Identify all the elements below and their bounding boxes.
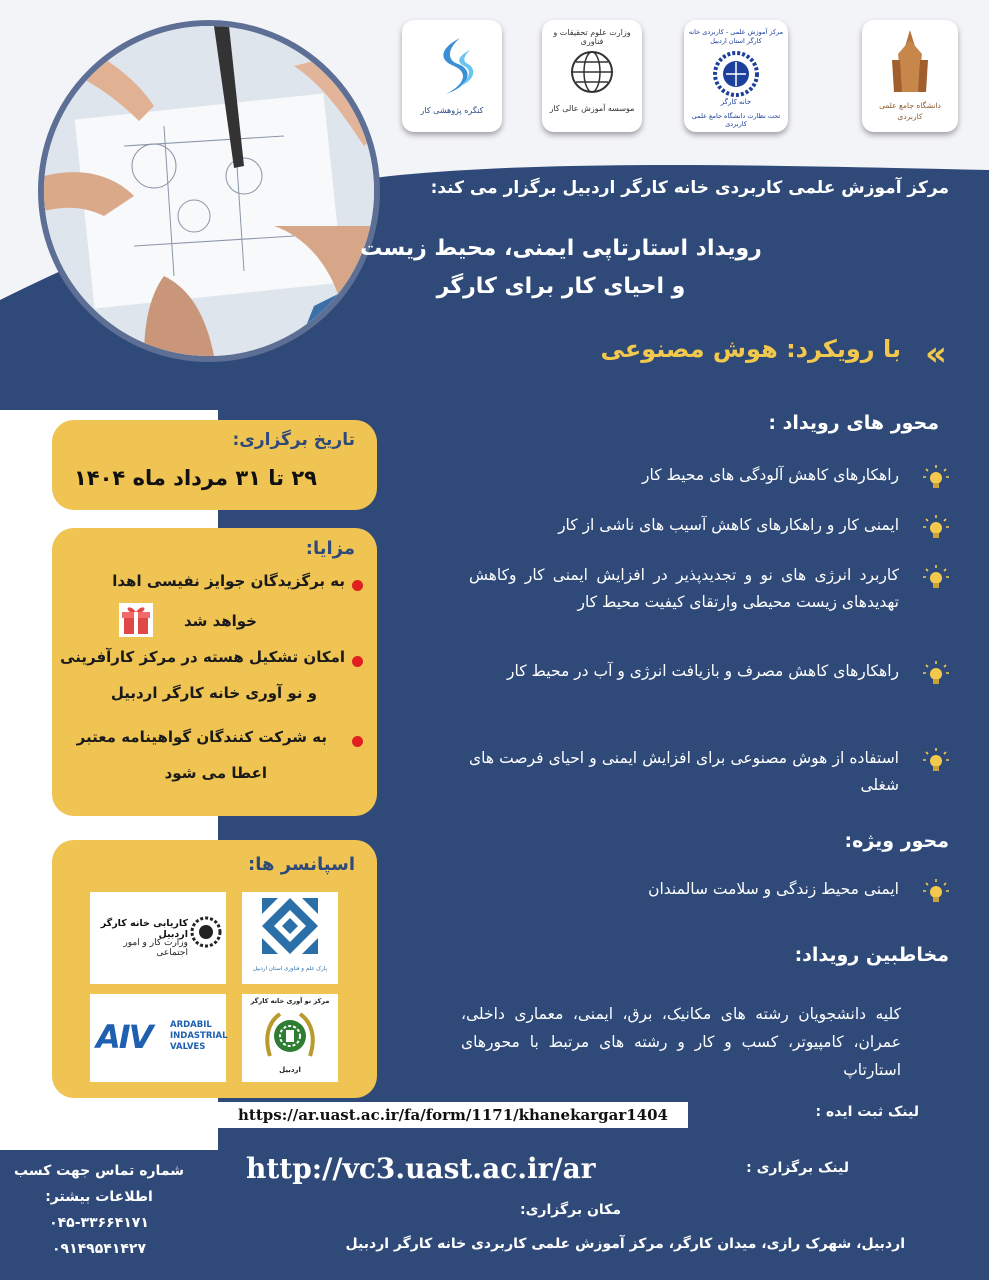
date-label: تاریخ برگزاری: [232,430,355,450]
benefit-3-line2: اعطا می شود [164,764,267,782]
gear-emblem-icon [712,50,760,98]
special-item [469,876,949,903]
innovation-bottom-caption: اردبیل [279,1066,301,1074]
wheat-emblem-icon [262,1008,318,1064]
idea-link[interactable]: https://ar.uast.ac.ir/fa/form/1171/khanekargar1404 [218,1102,688,1128]
tower-icon [890,30,930,98]
karyabi-line1: کاریابی خانه کارگر اردبیل [100,918,188,940]
event-title [281,230,841,306]
axis-item-text: راهکارهای کاهش آلودگی های محیط کار [642,466,899,484]
double-chevron-icon: « [925,334,947,374]
axis-item-text: راهکارهای کاهش مصرف و بازیافت انرژی و آب در محیط کار [507,662,899,680]
bullet-dot [352,736,363,747]
center-bottom-caption: تحت نظارت دانشگاه جامع علمی کاربردی [691,112,781,128]
event-link-label: لینک برگزاری : [746,1160,849,1176]
lightbulb-icon [923,660,949,686]
university-caption: دانشگاه جامع علمی کاربردی [879,101,941,121]
benefit-2-line1: امکان تشکیل هسته در مرکز کارآفرینی [60,648,345,666]
venue-label: مکان برگزاری: [520,1202,621,1218]
contact-line1: شماره تماس جهت کسب [14,1163,184,1179]
ministry-caption: وزارت علوم تحقیقات و فناوری [553,28,631,46]
center-top-caption: مرکز آموزش علمی - کاربردی خانه کارگر استان اردبیل [688,28,784,45]
axis-item-text: کاربرد انرژی های نو و تجدیدپذیر در افزایش ایمنی کار وکاهش تهدیدهای زیست محیطی وارتقای کیفیت محیط کار [469,566,899,611]
date-value: ۲۹ تا ۳۱ مرداد ماه ۱۴۰۴ [73,466,317,490]
sponsors-panel [52,840,377,1098]
bullet-dot [352,656,363,667]
audience-heading: مخاطبین رویداد: [794,944,949,966]
sponsors-heading: اسپانسر ها: [248,854,355,875]
venue-address: اردبیل، شهرک رازی، میدان کارگر، مرکز آموزش علمی کاربردی خانه کارگر اردبیل [345,1236,905,1252]
benefit-3-line1: به شرکت کنندگان گواهینامه معتبر [76,728,327,746]
sponsor-karyabi[interactable] [90,892,226,984]
lightbulb-icon [923,747,949,773]
contact-phone2[interactable]: ۰۹۱۴۹۵۴۱۴۲۷ [52,1241,146,1257]
lightbulb-icon [923,564,949,590]
benefits-panel [52,528,377,816]
axis-item [469,658,949,685]
higher-edu-caption: موسسه آموزش عالی کار [549,104,635,113]
karyabi-line2: وزارت کار و امور اجتماعی [123,938,188,958]
globe-icon [570,50,614,94]
benefit-2-line2: و نو آوری خانه کارگر اردبیل [110,684,317,702]
event-title-line1: رویداد استارتاپی ایمنی، محیط زیست [360,236,762,261]
event-title-line2: و احیای کار برای کارگر [436,274,686,299]
organizer-line: مرکز آموزش علمی کاربردی خانه کارگر اردبیل برگزار می کند: [430,178,949,198]
axis-item-text: استفاده از هوش مصنوعی برای افزایش ایمنی و احیای فرصت های شغلی [469,749,899,794]
swoosh-icon [430,36,476,96]
benefits-heading: مزایا: [305,538,355,559]
lightbulb-icon [923,878,949,904]
sponsor-science-park[interactable] [242,892,338,984]
aiv-line1: ARDABIL [170,1020,212,1030]
special-heading: محور ویژه: [844,830,949,852]
university-logo [862,20,958,132]
lightbulb-icon [923,464,949,490]
sponsor-ardabil-valves[interactable] [90,994,226,1082]
gift-icon [118,602,154,638]
axes-heading: محور های رویداد : [768,412,939,434]
special-item-text: ایمنی محیط زندگی و سلامت سالمندان [648,880,899,898]
axis-item [469,562,949,616]
kar-congress-logo [402,20,502,132]
aiv-text [170,1020,228,1053]
karyabi-emblem-icon [190,916,222,948]
approach-line: با رویکرد: هوش مصنوعی [600,335,901,363]
event-link[interactable]: http://vc3.uast.ac.ir/ar [246,1152,596,1185]
science-park-logo-icon [260,896,320,962]
training-center-logo [684,20,788,132]
axis-item [469,745,949,799]
bullet-dot [352,580,363,591]
innovation-top-caption: مرکز نو آوری خانه کارگر [250,997,330,1005]
aiv-line2: INDASTRIAL [170,1031,228,1041]
benefit-1-line1: به برگزیدگان جوایز نفیسی اهدا [112,572,345,590]
kar-congress-caption: کنگره پژوهشی کار [420,106,484,115]
contact-phone1[interactable]: ۰۴۵-۳۳۶۶۴۱۷۱ [49,1215,149,1231]
benefit-1-line2: خواهد شد [183,612,257,630]
audience-text: کلیه دانشجویان رشته های مکانیک، برق، ایمنی، معماری داخلی، عمران، کامپیوتر، کسب و کار و رشته های مرتبط با محورهای استارتاپ [461,1005,901,1079]
contact-block [0,1158,199,1262]
date-panel [52,420,377,510]
sponsor-innovation-center[interactable] [242,994,338,1082]
contact-line2: اطلاعات بیشتر: [45,1189,153,1205]
axis-item-text: ایمنی کار و راهکارهای کاهش آسیب های ناشی از کار [558,516,899,534]
idea-link-label: لینک ثبت ایده : [815,1104,919,1120]
aiv-mark: AIV [96,1018,152,1056]
axis-item [469,512,949,539]
aiv-line3: VALVES [170,1042,206,1052]
science-park-caption: پارک علم و فناوری استان اردبیل [252,966,328,972]
lightbulb-icon [923,514,949,540]
axis-item [469,462,949,489]
higher-edu-logo [542,20,642,132]
center-sub-caption: خانه کارگر [720,98,752,106]
